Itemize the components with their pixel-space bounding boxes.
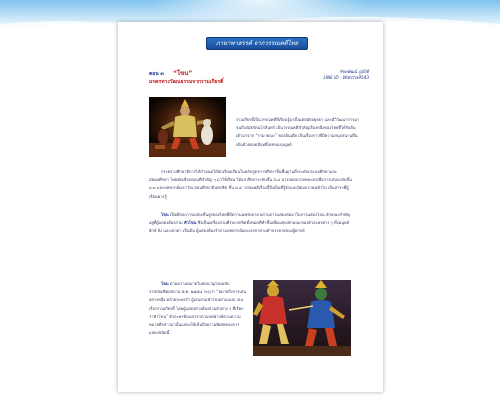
- page-title: ภาษาพาสรรค์ จากวรรณคดีไทย: [206, 37, 308, 50]
- khon-description-text: เป็นศิลปะการแสดงขั้นสูงของไทยที่มีความแพร่หลาย ผสานการแสดงต่อมาในการแสดงโขน ลักษณะสำคัญอยู่ที่ผู้แสดงต้องสวม: [149, 212, 351, 226]
- khon-term-2: โขน: [161, 281, 169, 286]
- khon-definition-paragraph: [149, 280, 247, 337]
- episode-number: ตอน ๓: [149, 71, 164, 77]
- khon-masked-dancers-photo: [253, 280, 351, 356]
- curriculum-paragraph: กระทรวงศึกษาธิการได้กำหนดให้นักเรียนเรียนในหลักสูตรการศึกษาขั้นพื้นฐานตั้งระดับประถมศึกษาและมัธยมศึกษา โดยคัดเลือกตอนที่สำคัญ ๆ มาใช้เรียน ได้แก่ ศึกษาระดับชั้น ป.๔ นางลอยจากบทละครเพื่อการเล่นระดับชั้น ม.๓ และบทพากย์เอราวัณ ตอนศึกษาอินทรชิต ชั้น ม.๔ วรรณคดีเรื่องนี้จึงเป็นที่รู้จักและนิยมจากคนทั่วไป เป็นสาระที่ผู้เรียนควรรู้: [149, 169, 352, 199]
- author-name: รัชตพัฒน์ ภูมิกิติ: [339, 69, 369, 74]
- khon-masked-dancers-image: [253, 280, 351, 356]
- line-id: LINE ID : Watcha9543: [323, 75, 369, 80]
- khon-description-paragraph: [149, 211, 354, 236]
- khon-description-tail: ซึ่งเป็นเครื่องสวมศีรษะปกปิดทั้งหมดที่ทำขึ้นเพื่อแสดงลักษณะของตัวละครต่าง ๆ ทั้งมนุษย์ ยักษ์ ลิง และเทวดา เป็นต้น ผู้แสดงต้องรำตามบทพากย์และเจรจาตามคำบรรยายของผู้พากย์: [149, 220, 349, 234]
- document-page: [118, 22, 383, 392]
- episode-subtitle: มรดกทางวัฒนธรรมจากรามเกียรติ์: [149, 79, 224, 85]
- khon-mask-term: หัวโขน: [183, 220, 197, 226]
- episode-name: “โขน”: [173, 70, 193, 77]
- byline: [289, 69, 369, 81]
- stage-performance-photo: [149, 97, 226, 157]
- khon-definition-text: ตามความหมายในพจนานุกรมฉบับราชบัณฑิตยสถาน พ.ศ. ๒๕๕๔ ระบุว่า “หมายถึงการเล่นอย่างหนึ่ง คล้ายละครรำ ผู้เล่นสวมหัวโขนตามแบบ เล่นเรื่องรามเกียรติ์ โดยผู้แสดงต่างต้องสวมหัวต่าง ๆ ที่เรียกว่าหัวโขน” ตัวละครต้องเจรจาตามบทพากย์ตามความหมายที่กล่าวมานั้นแสดงให้เห็นถึงความพิเศษของการแสดงชนิดนี้: [149, 281, 246, 336]
- stage-performance-image: [149, 97, 226, 157]
- intro-paragraph: รามเกียรติ์เป็นวรรณคดีที่เรียนรู้มาตั้งแต่สมัยอยุธยา และมีวิวัฒนาการมาจนถึงสมัยรัตนโกสินทร์ เป็นวรรณคดีสำคัญเรื่องหนึ่งของไทยที่ได้รับต้นเค้ามาจาก “รามายณะ” ของอินเดีย เป็นเรื่องราวที่มีความสนุกสนานตื่นเต้นด้วยลอดมีฤทธิ์เดชของมนุษย์: [236, 117, 360, 147]
- khon-term: โขน: [161, 212, 169, 217]
